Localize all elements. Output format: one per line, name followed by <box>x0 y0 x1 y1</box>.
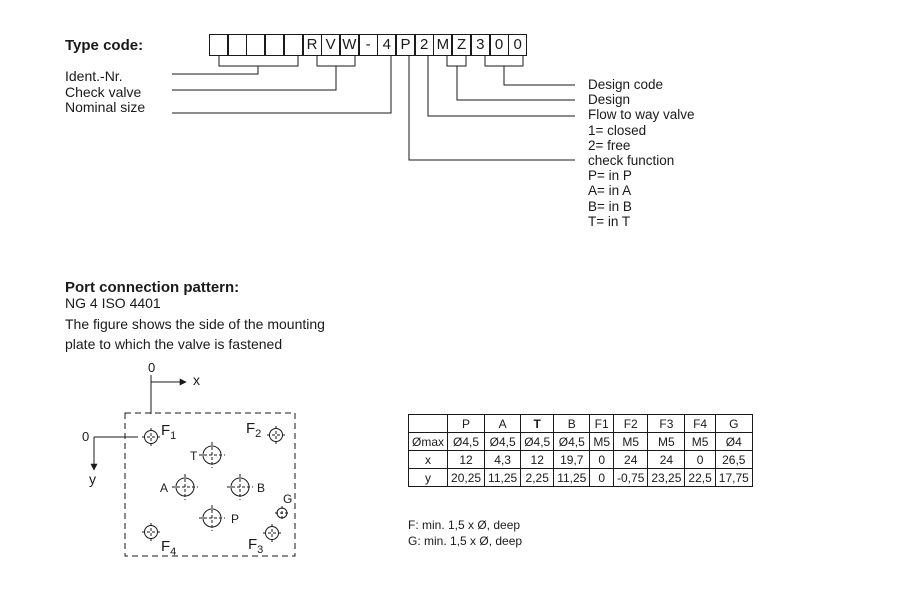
type-code-box: 0 <box>508 34 527 56</box>
table-cell: 4,3 <box>485 451 521 469</box>
port-label-p: P <box>231 512 240 526</box>
note-f: F: min. 1,5 x Ø, deep <box>408 518 521 532</box>
table-cell: 22,5 <box>685 469 715 487</box>
table-row <box>409 451 753 469</box>
table-cell: 24 <box>648 451 685 469</box>
table-cell: M5 <box>685 433 715 451</box>
table-header-cell <box>409 415 448 433</box>
table-cell: Ø4,5 <box>485 433 521 451</box>
table-cell: 26,5 <box>715 451 752 469</box>
table-header-cell: T <box>521 415 554 433</box>
table-cell: 12 <box>448 451 485 469</box>
type-code-box: 3 <box>471 34 490 56</box>
table-cell: 12 <box>521 451 554 469</box>
port-label-g: G <box>283 492 293 506</box>
label-nominal-size: Nominal size <box>65 99 146 115</box>
port-pattern-line-1: NG 4 ISO 4401 <box>65 295 161 311</box>
type-code-box: M <box>433 34 452 56</box>
table-cell: 23,25 <box>648 469 685 487</box>
table-cell: M5 <box>614 433 648 451</box>
table-cell: 20,25 <box>448 469 485 487</box>
table-cell: 0 <box>590 451 614 469</box>
table-cell: -0,75 <box>614 469 648 487</box>
port-label-f2: $F_2$ <box>246 420 262 440</box>
type-code-box: W <box>340 34 359 56</box>
table-cell: 24 <box>614 451 648 469</box>
y-axis-label: y <box>89 471 96 487</box>
origin-x-label: 0 <box>148 360 156 375</box>
port-pattern-heading: Port connection pattern: <box>65 279 240 296</box>
port-label-f1: $F_1$ <box>161 422 177 442</box>
type-code-box: V <box>321 34 340 56</box>
table-cell: x <box>409 451 448 469</box>
legend-line: T= in T <box>588 213 631 229</box>
table-header-cell: F4 <box>685 415 715 433</box>
type-code-box: 2 <box>415 34 434 56</box>
table-header-cell: F1 <box>590 415 614 433</box>
port-data-table <box>408 414 753 487</box>
table-cell: M5 <box>590 433 614 451</box>
legend-line: Design code <box>588 77 664 92</box>
table-cell: 0 <box>685 451 715 469</box>
hole-f1 <box>145 431 158 444</box>
table-cell: 2,25 <box>521 469 554 487</box>
hole-f4 <box>145 526 158 539</box>
legend-line: Design <box>588 92 631 108</box>
table-header-cell: A <box>485 415 521 433</box>
label-check-valve: Check valve <box>65 84 142 100</box>
type-code-box: - <box>359 34 378 56</box>
port-label-f3: $F_3$ <box>248 536 264 556</box>
note-g: G: min. 1,5 x Ø, deep <box>408 534 523 548</box>
table-cell: Ømax <box>409 433 448 451</box>
legend-line: P= in P <box>588 168 632 184</box>
x-axis-label: x <box>193 372 200 388</box>
table-header-cell: F2 <box>614 415 648 433</box>
table-cell: Ø4,5 <box>554 433 590 451</box>
type-code-box: Z <box>452 34 471 56</box>
table-cell: 11,25 <box>554 469 590 487</box>
table-header-cell: F3 <box>648 415 685 433</box>
port-pattern-line-3: plate to which the valve is fastened <box>65 336 283 352</box>
type-code-box: 0 <box>490 34 509 56</box>
legend-line: Flow to way valve <box>588 107 695 123</box>
port-label-a: A <box>160 481 169 495</box>
legend-line: 1= closed <box>588 122 647 138</box>
type-code-box: R <box>303 34 322 56</box>
table-row <box>409 433 753 451</box>
legend-line: A= in A <box>588 183 632 199</box>
table-cell: 19,7 <box>554 451 590 469</box>
port-label-f4: $F_4$ <box>161 538 177 558</box>
legend-line: 2= free <box>588 137 631 153</box>
port-label-t: T <box>190 449 198 463</box>
table-header-cell: G <box>715 415 752 433</box>
table-header-row <box>409 415 753 433</box>
type-code-box: P <box>396 34 415 56</box>
table-cell: Ø4,5 <box>448 433 485 451</box>
hole-f3 <box>266 527 279 540</box>
table-header-cell: P <box>448 415 485 433</box>
table-cell: y <box>409 469 448 487</box>
type-code-heading: Type code: <box>65 37 144 54</box>
table-row <box>409 469 753 487</box>
legend-line: check function <box>588 153 675 169</box>
table-cell: Ø4,5 <box>521 433 554 451</box>
label-ident-nr: Ident.-Nr. <box>65 68 123 84</box>
table-cell: Ø4 <box>715 433 752 451</box>
table-cell: 0 <box>590 469 614 487</box>
legend-line: B= in B <box>588 198 632 214</box>
port-pattern-line-2: The figure shows the side of the mounting <box>65 316 325 332</box>
table-cell: 11,25 <box>485 469 521 487</box>
hole-f2 <box>270 429 283 442</box>
origin-y-label: 0 <box>82 429 90 444</box>
type-code-box: 4 <box>377 34 396 56</box>
table-cell: 17,75 <box>715 469 752 487</box>
table-cell: M5 <box>648 433 685 451</box>
port-label-b: B <box>257 481 266 495</box>
table-header-cell: B <box>554 415 590 433</box>
